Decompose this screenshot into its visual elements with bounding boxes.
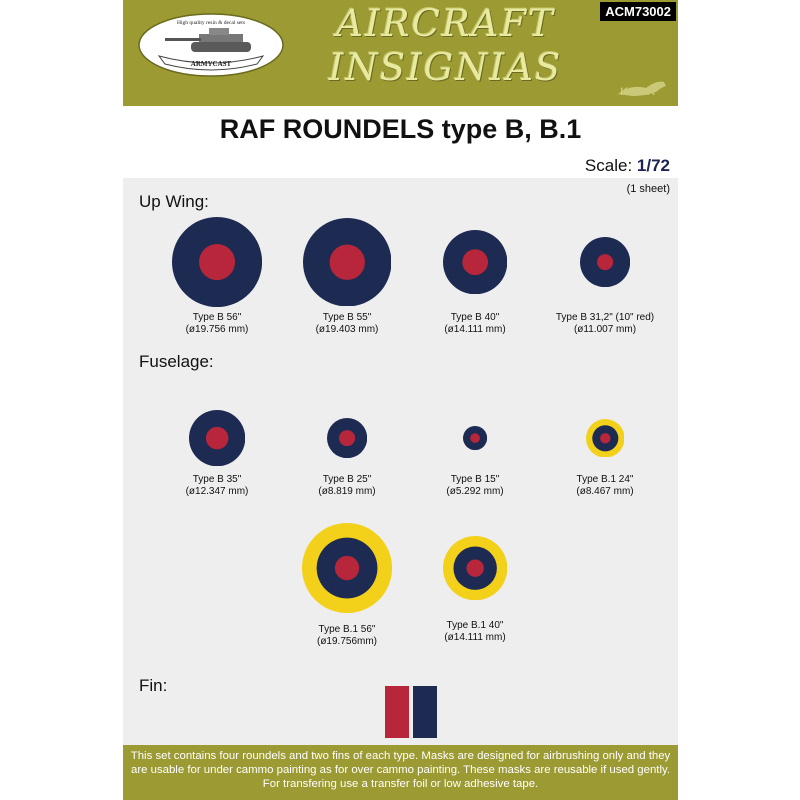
roundel bbox=[302, 523, 392, 613]
roundel-red-center bbox=[339, 430, 355, 446]
section-up-wing: Up Wing: bbox=[139, 192, 209, 211]
brand-tagline: High quality resin & decal sets bbox=[177, 20, 245, 26]
scale-label: Scale: bbox=[584, 156, 633, 175]
product-sheet bbox=[123, 0, 678, 800]
section-fuselage: Fuselage: bbox=[139, 352, 214, 371]
brand-name: ARMYCAST bbox=[190, 60, 232, 68]
fin-flash bbox=[385, 686, 437, 738]
roundel-diameter: (ø11.007 mm) bbox=[573, 324, 637, 335]
roundel bbox=[463, 426, 487, 450]
roundel-diameter: (ø19.403 mm) bbox=[315, 324, 379, 335]
content-panel bbox=[123, 178, 678, 745]
roundel bbox=[172, 217, 262, 307]
roundel-diameter: (ø19.756mm) bbox=[316, 636, 377, 647]
roundel-red-center bbox=[335, 556, 359, 580]
roundel-label bbox=[395, 620, 555, 644]
roundel-diameter: (ø14.111 mm) bbox=[444, 324, 506, 335]
roundel-type: Type B 31,2" (10" red) bbox=[555, 312, 655, 323]
roundel-red-center bbox=[470, 433, 480, 443]
roundel-type: Type B.1 40" bbox=[446, 620, 504, 631]
roundel-diameter: (ø8.467 mm) bbox=[576, 486, 634, 497]
roundel-diameter: (ø14.111 mm) bbox=[444, 632, 506, 643]
kuna-logo-text: KUNA bbox=[620, 86, 656, 98]
series-title-line2: INSIGNIAS bbox=[328, 46, 563, 89]
armycast-logo bbox=[137, 12, 285, 78]
roundel-type: Type B 25" bbox=[322, 474, 372, 485]
roundel-type: Type B 15" bbox=[450, 474, 500, 485]
roundel-type: Type B 35" bbox=[192, 474, 242, 485]
roundel-type: Type B.1 56" bbox=[318, 624, 376, 635]
fin-red-stripe bbox=[385, 686, 409, 738]
roundel-type: Type B 56" bbox=[192, 312, 242, 323]
roundel bbox=[189, 410, 245, 466]
roundel-red-center bbox=[199, 244, 235, 280]
roundel-label bbox=[525, 312, 685, 336]
roundel bbox=[443, 230, 507, 294]
roundel-type: Type B.1 24" bbox=[576, 474, 634, 485]
roundel-type: Type B 40" bbox=[450, 312, 500, 323]
roundel bbox=[303, 218, 391, 306]
fin-blue-stripe bbox=[413, 686, 437, 738]
footer-notes: This set contains four roundels and two fins of each type. Masks are designed for airbrushing only and they are usable for under cammo painting as for over cammo painting. These masks are reusable if used gently. For transfering use a transfer foil or low adhesive tape. bbox=[123, 745, 678, 800]
roundel bbox=[586, 419, 625, 458]
header-banner bbox=[123, 0, 678, 106]
section-fin: Fin: bbox=[139, 676, 168, 695]
roundel-red-center bbox=[597, 254, 613, 270]
roundel bbox=[327, 418, 367, 458]
roundel-red-center bbox=[466, 559, 483, 576]
roundel bbox=[443, 536, 507, 600]
roundel-diameter: (ø19.756 mm) bbox=[185, 324, 249, 335]
sheet-count: (1 sheet) bbox=[626, 183, 670, 195]
series-title-line1: AIRCRAFT bbox=[336, 2, 555, 45]
roundel-red-center bbox=[462, 249, 488, 275]
roundel-diameter: (ø12.347 mm) bbox=[185, 486, 249, 497]
roundel-red-center bbox=[600, 433, 610, 443]
roundel-label bbox=[525, 474, 685, 498]
series-title bbox=[323, 2, 568, 90]
scale-value: 1/72 bbox=[636, 156, 670, 175]
roundel-red-center bbox=[329, 244, 364, 279]
roundel-type: Type B 55" bbox=[322, 312, 372, 323]
roundel-diameter: (ø8.819 mm) bbox=[318, 486, 376, 497]
roundel-red-center bbox=[206, 427, 229, 450]
product-code-badge: ACM73002 bbox=[600, 2, 676, 21]
page-title: RAF ROUNDELS type B, B.1 bbox=[219, 114, 582, 144]
roundel bbox=[580, 237, 630, 287]
scale-readout bbox=[585, 156, 670, 176]
roundel-diameter: (ø5.292 mm) bbox=[446, 486, 504, 497]
